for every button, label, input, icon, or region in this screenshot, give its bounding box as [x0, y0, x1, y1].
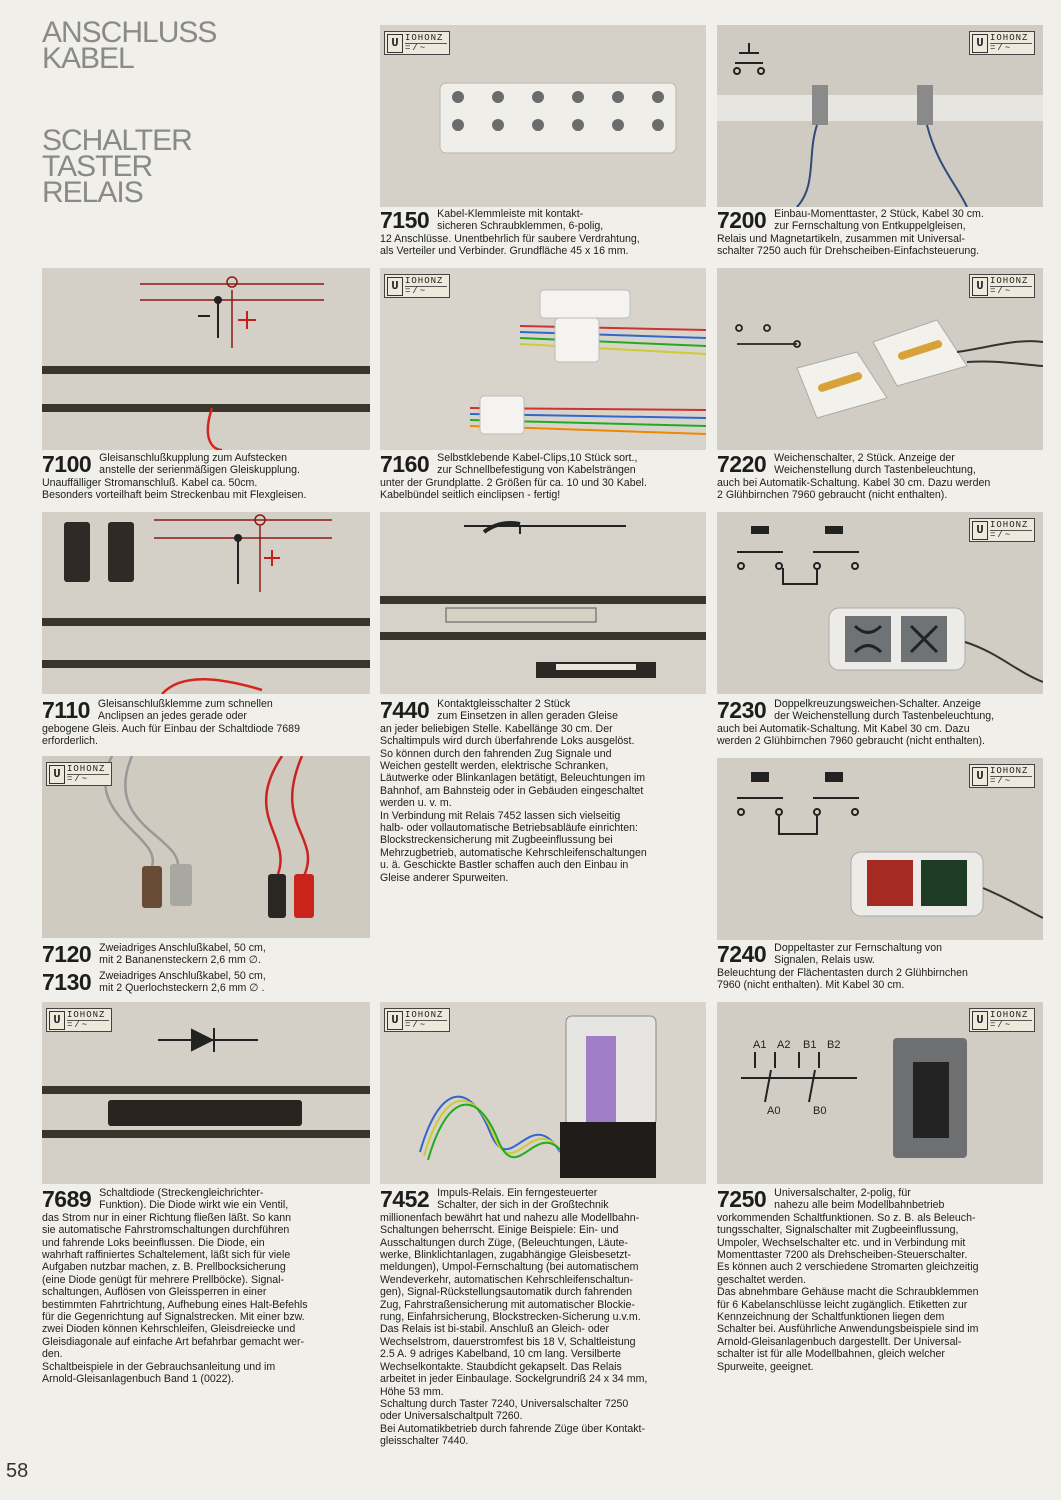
caption-7452: 7452 Impuls-Relais. Ein ferngesteuerter Schalter, der sich in der Großtechnik millionenfach bewährt hat und nahezu alle Modellbahn- Schaltungen beherrscht. Einige Beispiele: Ein- und Ausschaltungen durch Züge, (Beleuchtungen, Läute- werke, Blinklichtanlagen, zugabhängige Gleisbesetzt- meldungen), Umpol-Fernschaltung (bei automatischem Wendeverkehr, automatischen Kehrschleifenschaltun- gen), Signal-Rückstellungsautomatik durch fahrenden Zug, Fahrstraßensicherung mit automatischer Blockie- rung, Einfahrsicherung, Blockstrecken-Sicherung u.v.m. Das Relais ist bi-stabil. Anschluß an Gleich- oder Wechselstrom, dauerstromfest bis 18 V, Schaltleistung 2.5 A. 9 adriges Kabelband, 10 cm lang. Versilberte Wechselkontakte. Staubdicht gekapselt. Das Relais arbeitet in jeder Einbaulage. Sockelgrundriß 24 x 34 mm, Höhe 53 mm. Schaltung durch Taster 7240, Universalschalter 7250 oder Universalschaltpult 7260. Bei Automatikbetrieb durch fahrende Züge über Kontakt- gleisschalter 7440. [380, 1186, 648, 1448]
caption-7150: 7150 Kabel-Klemmleiste mit kontakt- sicheren Schraubklemmen, 6-polig, 12 Anschlüsse. Unentbehrlich für saubere Verdrahtung, als Verteiler und Verbinder. Grundfläche 45 x 16 mm. [380, 207, 640, 258]
photo-7230 [717, 512, 1043, 694]
diagram-label-a1: A1 [753, 1039, 767, 1051]
caption-7160: 7160 Selbstklebende Kabel-Clips,10 Stück sort., zur Schnellbefestigung von Kabelsträngen unter der Grundplatte. 2 Größen für ca. 10 und 30 Kabel. Kabelbündel seitlich einclipsen - fertig! [380, 451, 647, 502]
diagram-label-a0: A0 [767, 1105, 781, 1117]
product-number: 7200 [717, 207, 767, 233]
photo-7250 [717, 1002, 1043, 1184]
diagram-label-a2: A2 [777, 1039, 791, 1051]
heading-schalter-taster-relais: SCHALTER TASTER RELAIS [42, 124, 192, 209]
photo-7689 [42, 1002, 370, 1184]
system-badge: U IOHONZ =/~ [969, 1008, 1035, 1032]
caption-7230: 7230 Doppelkreuzungsweichen-Schalter. Anzeige der Weichenstellung durch Tastenbeleuchtung, auch bei Automatik-Schaltung. Mit Kabel 30 cm. Dazu werden 2 Glühbirnchen 7960 gebraucht (nicht enthalten). [717, 697, 995, 748]
photo-7150 [380, 25, 706, 207]
photo-7110 [42, 512, 370, 694]
track-connector-illustration [42, 268, 370, 450]
product-number: 7689 [42, 1186, 92, 1212]
photo-7452 [380, 1002, 706, 1184]
caption-7220: 7220 Weichenschalter, 2 Stück. Anzeige der Weichenstellung durch Tastenbeleuchtung, auch bei Automatik-Schaltung. Kabel 30 cm. Dazu werden 2 Glühbirnchen 7960 gebraucht (nicht enthalten). [717, 451, 991, 502]
product-number: 7250 [717, 1186, 767, 1212]
system-badge: U IOHONZ =/~ [46, 762, 112, 786]
product-number: 7240 [717, 941, 767, 967]
caption-7130: 7130 Zweiadriges Anschlußkabel, 50 cm, mit 2 Querlochsteckern 2,6 mm ∅ . [42, 969, 266, 995]
product-number: 7120 [42, 941, 92, 967]
system-badge: U IOHONZ =/~ [969, 764, 1035, 788]
product-number: 7110 [42, 697, 90, 723]
diagram-label-b0: B0 [813, 1105, 827, 1117]
product-number: 7150 [380, 207, 430, 233]
caption-7240: 7240 Doppeltaster zur Fernschaltung von Signalen, Relais usw. Beleuchtung der Flächentasten durch 2 Glühbirnchen 7960 (nicht enthalten). Mit Kabel 30 cm. [717, 941, 968, 992]
caption-7440: 7440 Kontaktgleisschalter 2 Stück zum Einsetzen in allen geraden Gleise an jeder beliebigen Stelle. Kabellänge 30 cm. Der Schaltimpuls wird durch überfahrende Loks ausgelöst. So können durch den fahrenden Zug Signale und Weichen gestellt werden, elektrische Schranken, Läutwerke oder Blinkanlagen betätigt, Beleuchtungen im Bahnhof, am Bahnsteig oder in Gebäuden eingeschaltet werden u. v. m. In Verbindung mit Relais 7452 lassen sich vielseitig halb- oder vollautomatische Betriebsabläufe einrichten: Blockstreckensicherung mit Zugbeeinflussung bei Mehrzugbetrieb, automatische Kehrschleifenschaltungen u. ä. Geschickte Bastler schaffen auch den Einbau in Gleise anderer Spurweiten. [380, 697, 647, 884]
product-number: 7130 [42, 969, 92, 995]
photo-7160 [380, 268, 706, 450]
caption-7200: 7200 Einbau-Momenttaster, 2 Stück, Kabel 30 cm. zur Fernschaltung von Entkuppelgleisen, Relais und Magnetartikeln, zusammen mit Universal- schalter 7250 auch für Drehscheiben-Einfachsteuerung. [717, 207, 984, 258]
caption-7120: 7120 Zweiadriges Anschlußkabel, 50 cm, mit 2 Bananensteckern 2,6 mm ∅. [42, 941, 266, 967]
system-badge: U IOHONZ =/~ [46, 1008, 112, 1032]
system-badge: U IOHONZ =/~ [384, 274, 450, 298]
product-number: 7220 [717, 451, 767, 477]
caption-7110: 7110 Gleisanschlußklemme zum schnellen Anclipsen an jedes gerade oder gebogene Gleis. Auch für Einbau der Schaltdiode 7689 erforderlich. [42, 697, 300, 748]
system-badge: U IOHONZ =/~ [969, 31, 1035, 55]
diagram-label-b1: B1 [803, 1039, 817, 1051]
photo-7440 [380, 512, 706, 694]
product-number: 7452 [380, 1186, 430, 1212]
photo-7240 [717, 758, 1043, 940]
diagram-label-b2: B2 [827, 1039, 841, 1051]
page-number: 58 [6, 1460, 29, 1482]
caption-7250: 7250 Universalschalter, 2-polig, für nahezu alle beim Modellbahnbetrieb vorkommenden Schaltfunktionen. So z. B. als Beleuch- tungsschalter, Signalschalter mit Zugbeeinflussung, Umpoler, Wechselschalter etc. und in Verbindung mit Momenttaster 7200 als Drehscheiben-Steuerschalter. Es können auch 2 verschiedene Stromarten gleichzeitig geschaltet werden. Das abnehmbare Gehäuse macht die Schraubklemmen für 6 Kabelanschlüsse leicht zugänglich. Etiketten zur Kennzeichnung der Schaltfunktionen liegen dem Schalter bei. Ausführliche Anwendungsbeispiele sind im Arnold-Gleisanlagenbuch dargestellt. Der Universal- schalter ist für alle Modellbahnen, gleich welcher Spurweite, geeignet. [717, 1186, 979, 1373]
system-badge: U IOHONZ =/~ [384, 1008, 450, 1032]
contact-track-illustration [380, 512, 706, 694]
heading-anschluss-kabel: ANSCHLUSS KABEL [42, 16, 217, 75]
photo-7100 [42, 268, 370, 450]
photo-7200 [717, 25, 1043, 207]
system-badge: U IOHONZ =/~ [969, 518, 1035, 542]
system-badge: U IOHONZ =/~ [969, 274, 1035, 298]
system-badge: U IOHONZ =/~ [384, 31, 450, 55]
track-clip-illustration [42, 512, 370, 694]
product-number: 7160 [380, 451, 430, 477]
caption-7689: 7689 Schaltdiode (Streckengleichrichter- Funktion). Die Diode wirkt wie ein Ventil, das Strom nur in einer Richtung fließen läßt. So kann sie automatische Fahrstromschaltungen durchführen und fahrende Loks beeinflussen. Die Diode, ein wahrhaft raffiniertes Schaltelement, läßt sich für viele Aufgaben nutzbar machen, z. B. Prellbocksicherung (eine Diode genügt für mehrere Prellböcke). Signal- schaltungen, Auflösen von Gleissperren in einer bestimmten Fahrtrichtung, Aufhebung eines Halt-Befehls für die Gegenrichtung auf Signalstrecken. Mit einer bzw. zwei Dioden können Kehrschleifen, Gleisdreiecke und Gleisdiagonale auf einfache Art befahrbar gemacht wer- den. Schaltbeispiele in der Gebrauchsanleitung und im Arnold-Gleisanlagenbuch Band 1 (0022). [42, 1186, 308, 1386]
product-number: 7440 [380, 697, 430, 723]
photo-7220 [717, 268, 1043, 450]
product-number: 7230 [717, 697, 767, 723]
product-number: 7100 [42, 451, 92, 477]
caption-7100: 7100 Gleisanschlußkupplung zum Aufstecken anstelle der serienmäßigen Gleiskupplung. Unauffälliger Stromanschluß. Kabel ca. 50cm. Besonders vorteilhaft beim Streckenbau mit Flexgleisen. [42, 451, 307, 502]
photo-7120-7130 [42, 756, 370, 938]
